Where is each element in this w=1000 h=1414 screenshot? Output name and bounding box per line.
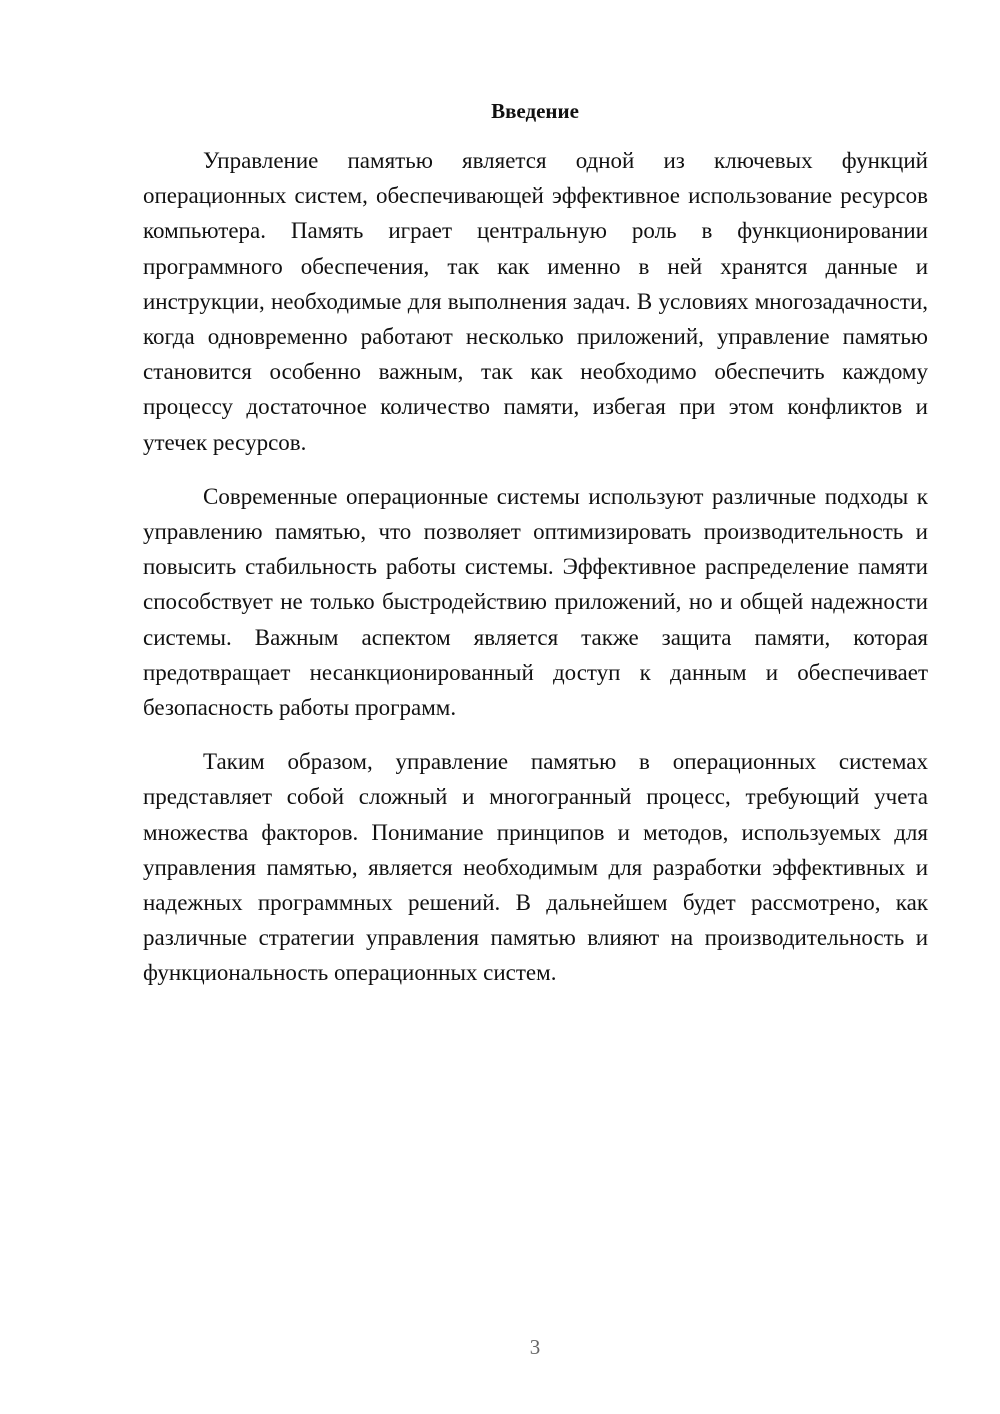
- paragraph-2: Современные операционные системы используют различные подходы к управлению памятью, что позволяет оптимизировать производительность и повысить стабильность работы системы. Эффективное распределение памяти способствует не только быстродействию приложений, но и общей надежности системы. Важным аспектом является также защита памяти, которая предотвращает несанкционированный доступ к данным и обеспечивает безопасность работы программ.: [143, 483, 928, 721]
- paragraph-1: Управление памятью является одной из ключевых функций операционных систем, обеспечивающей эффективное использование ресурсов компьютера. Память играет центральную роль в функционировании программного обеспечения, так как именно в ней хранятся данные и инструкции, необходимые для выполнения задач. В условиях многозадачности, когда одновременно работают несколько приложений, управление памятью становится особенно важным, так как необходимо обеспечить каждому процессу достаточное количество памяти, избегая при этом конфликтов и утечек ресурсов.: [143, 148, 928, 455]
- page-number: 3: [529, 1335, 541, 1359]
- paragraph-3: Таким образом, управление памятью в операционных системах представляет собой сложный и многогранный процесс, требующий учета множества факторов. Понимание принципов и методов, используемых для управления памятью, является необходимым для разработки эффективных и надежных программных решений. В дальнейшем будет рассмотрено, как различные стратегии управления памятью влияют на производительность и функциональность операционных систем.: [143, 749, 928, 986]
- section-title: Введение: [491, 99, 579, 123]
- document-body: [143, 143, 928, 991]
